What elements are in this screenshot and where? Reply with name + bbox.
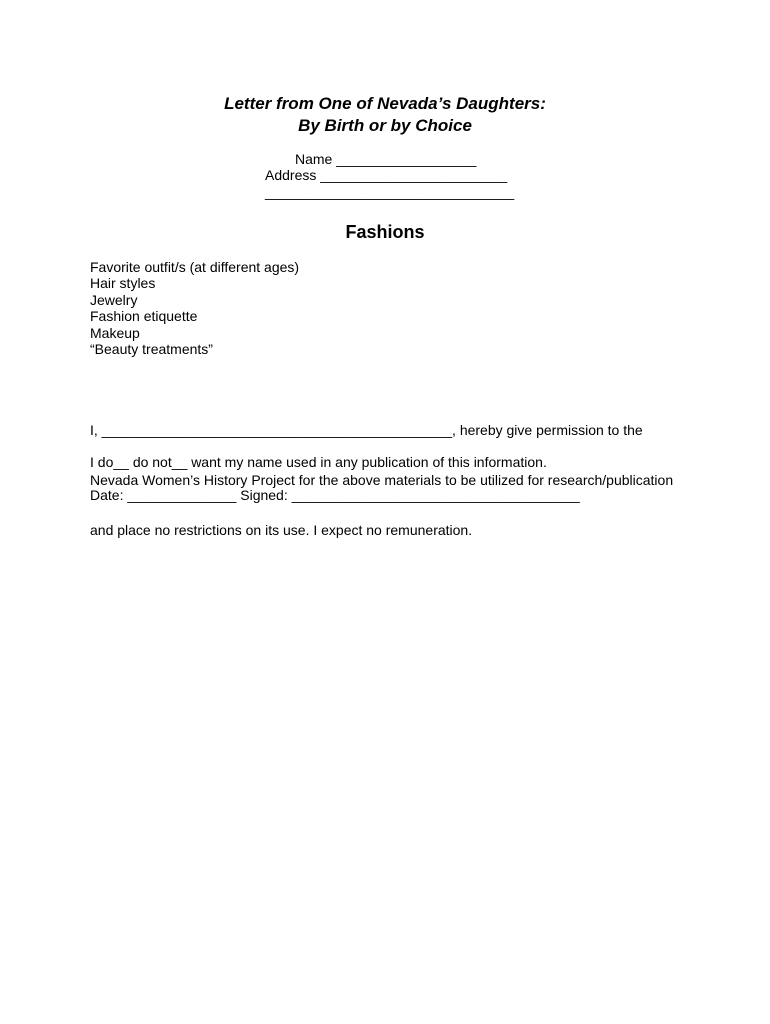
permission-line[interactable]: I, _____________________________________________, hereby give permission to the (90, 422, 643, 439)
address-field-line2[interactable]: ________________________________ (265, 184, 515, 200)
list-item: Favorite outfit/s (at different ages) (90, 259, 300, 275)
list-item: “Beauty treatments” (90, 341, 213, 358)
section-heading: Fashions (345, 222, 425, 242)
list-item: Hair styles (90, 275, 156, 292)
permission-line: Nevada Women’s History Project for the above materials to be utilized for research/publication (90, 471, 674, 488)
date-signature-line[interactable]: Date: ______________ Signed: _____________________________________ (90, 487, 580, 503)
address-field[interactable]: Address ________________________ (265, 167, 508, 183)
document-title-line1: Letter from One of Nevada’s Daughters: (224, 94, 546, 113)
list-item: Makeup (90, 324, 140, 341)
name-field[interactable]: Name __________________ (295, 151, 477, 167)
list-item: Fashion etiquette (90, 308, 198, 325)
permission-line: and place no restrictions on its use. I expect no remuneration. (90, 521, 473, 538)
topic-list (90, 259, 299, 357)
permission-statement (90, 389, 690, 572)
name-use-statement[interactable]: I do__ do not__ want my name used in any publication of this information. (90, 454, 547, 470)
document-title-line2: By Birth or by Choice (298, 116, 472, 135)
list-item: Jewelry (90, 291, 138, 308)
